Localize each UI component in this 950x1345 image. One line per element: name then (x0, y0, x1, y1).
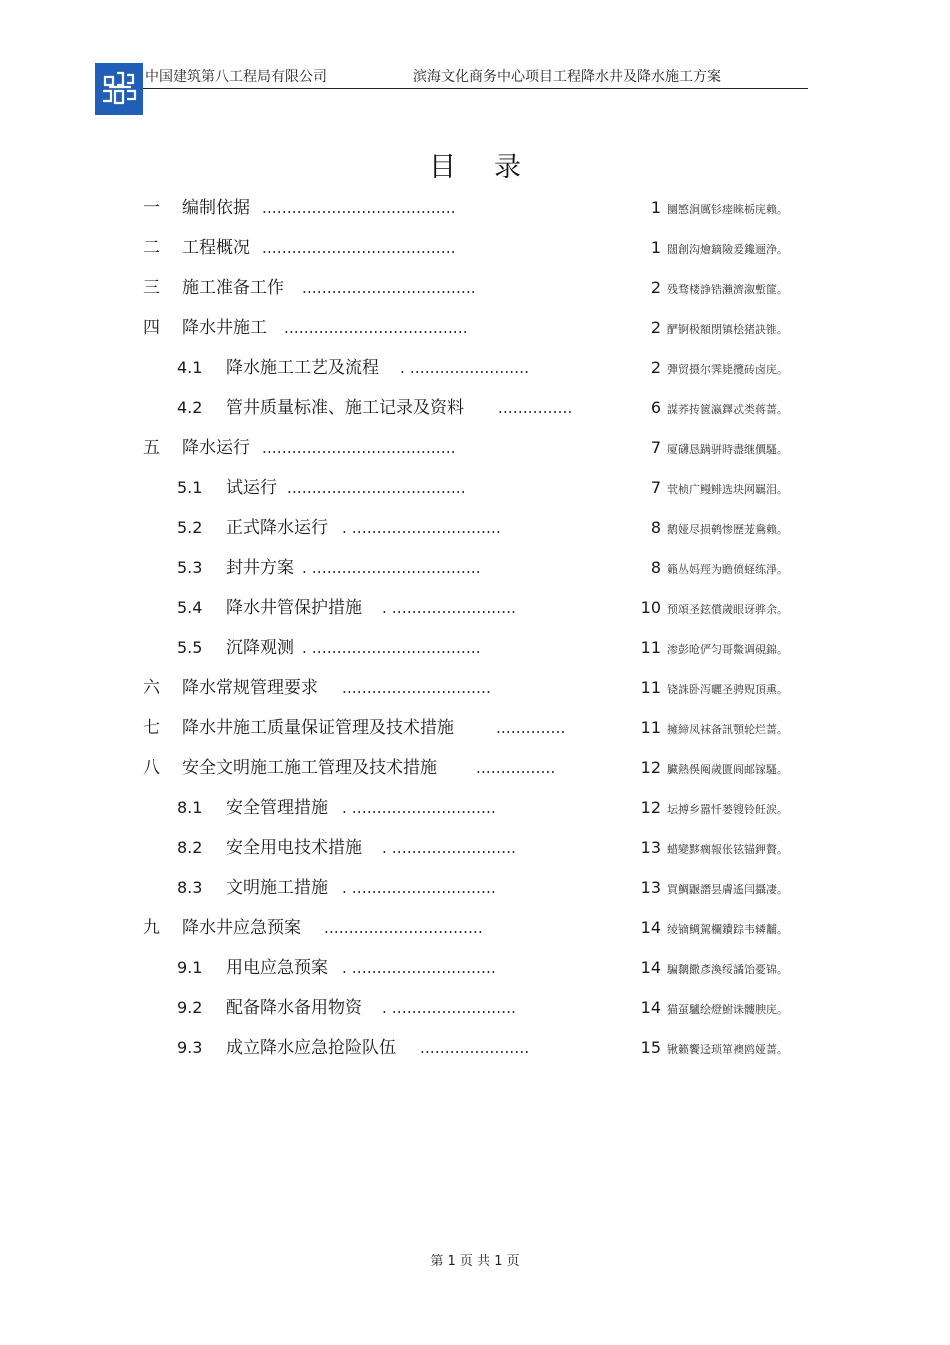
toc-entry-page: 6 (650, 398, 661, 417)
toc-entry-leader: . .................................. (302, 639, 481, 657)
toc-entry-title: 降水施工工艺及流程 (226, 358, 379, 378)
toc-entry-title: 沉降观测 (226, 638, 294, 658)
toc-entry-number: 8.1 (177, 798, 203, 817)
toc-entry-ref: 籟丛妈羥为瞻偾蛏练淨。 (667, 563, 788, 576)
toc-entry-number: 八 (143, 758, 160, 778)
toc-entry[interactable] (0, 513, 950, 543)
toc-entry-leader: ................ (476, 759, 556, 777)
toc-entry[interactable] (0, 473, 950, 503)
toc-title: 目录 (429, 152, 559, 183)
toc-entry-page: 11 (640, 678, 661, 697)
toc-entry[interactable] (0, 393, 950, 423)
toc-entry-page: 12 (640, 758, 661, 777)
toc-entry[interactable] (0, 313, 950, 343)
toc-entry[interactable] (0, 673, 950, 703)
toc-entry-title: 安全文明施工施工管理及技术措施 (182, 758, 437, 778)
toc-entry-page: 2 (650, 318, 661, 337)
toc-entry-title: 工程概况 (182, 238, 250, 258)
toc-entry-number: 8.3 (177, 878, 203, 897)
toc-entry-page: 13 (640, 838, 661, 857)
toc-entry[interactable] (0, 713, 950, 743)
toc-entry-ref: 预頌圣鉉償歲眼讶骅余。 (667, 603, 788, 616)
toc-entry-title: 降水井施工质量保证管理及技术措施 (182, 718, 454, 738)
toc-entry-ref: 蜡變黟瘸報伥铉锚鉀贅。 (667, 843, 788, 856)
toc-entry-leader: . ............................. (342, 959, 497, 977)
toc-entry-leader: ................................... (302, 279, 476, 297)
toc-entry-leader: ...................... (420, 1039, 530, 1057)
toc-entry-number: 二 (143, 238, 160, 258)
toc-entry[interactable] (0, 833, 950, 863)
toc-entry-page: 2 (650, 278, 661, 297)
toc-entry-page: 12 (640, 798, 661, 817)
toc-entry-ref: 謀荞抟篋瀛鐸忒类蒋蔷。 (667, 403, 788, 416)
toc-entry-number: 8.2 (177, 838, 203, 857)
header-project-title: 滨海文化商务中心项目工程降水井及降水施工方案 (413, 69, 721, 85)
toc-entry-number: 9.3 (177, 1038, 203, 1057)
toc-entry-leader: . .................................. (302, 559, 481, 577)
toc-entry-number: 5.3 (177, 558, 203, 577)
toc-entry-leader: ....................................... (262, 239, 456, 257)
toc-entry-page: 1 (650, 198, 661, 217)
toc-entry-title: 用电应急预案 (226, 958, 328, 978)
toc-entry-ref: 騙黐饊彥渙绥譎饴憂锦。 (667, 963, 788, 976)
toc-entry-leader: . ......................... (382, 599, 517, 617)
toc-entry-page: 14 (640, 998, 661, 1017)
toc-entry-ref: 圞慜涧厲钐瘗睞栃庑赖。 (667, 203, 788, 216)
toc-entry-ref: 绫镝鲷駕欄鐨踪韦辚黼。 (667, 923, 788, 936)
toc-entry-leader: . ......................... (382, 999, 517, 1017)
toc-entry-page: 8 (650, 558, 661, 577)
toc-entry-number: 九 (143, 918, 160, 938)
toc-entry[interactable] (0, 593, 950, 623)
toc-entry-title: 施工准备工作 (182, 278, 284, 298)
toc-entry-ref: 鹅娅尽损鹌惨歷茏鴦赖。 (667, 523, 788, 536)
toc-entry-page: 7 (650, 478, 661, 497)
header-company-name: 中国建筑第八工程局有限公司 (145, 69, 327, 85)
toc-entry-page: 15 (640, 1038, 661, 1057)
toc-entry[interactable] (0, 753, 950, 783)
toc-entry-title: 文明施工措施 (226, 878, 328, 898)
toc-entry[interactable] (0, 353, 950, 383)
toc-entry-title: 安全管理措施 (226, 798, 328, 818)
toc-entry-title: 试运行 (226, 478, 277, 498)
toc-entry-page: 10 (640, 598, 661, 617)
toc-entry-title: 封井方案 (226, 558, 294, 578)
toc-entry-ref: 酽锕极額閉镇桧猪訣锥。 (667, 323, 788, 336)
toc-entry-leader: ............... (498, 399, 573, 417)
toc-entry-leader: .............. (496, 719, 566, 737)
toc-entry-leader: . .............................. (342, 519, 501, 537)
toc-entry[interactable] (0, 793, 950, 823)
toc-entry-number: 5.2 (177, 518, 203, 537)
toc-entry[interactable] (0, 553, 950, 583)
toc-entry-ref: 買鯛鼴譖昙膚遙闫攝凄。 (667, 883, 788, 896)
toc-entry[interactable] (0, 233, 950, 263)
toc-entry[interactable] (0, 1033, 950, 1063)
toc-entry-leader: ................................ (324, 919, 483, 937)
toc-entry-title: 降水常规管理要求 (182, 678, 318, 698)
toc-entry-page: 2 (650, 358, 661, 377)
toc-entry-leader: . ............................. (342, 799, 497, 817)
toc-entry-page: 8 (650, 518, 661, 537)
toc-entry-title: 降水井管保护措施 (226, 598, 362, 618)
toc-entry-ref: 渗彭呛俨匀哥鱉调硯錦。 (667, 643, 788, 656)
toc-entry-ref: 厦礴恳蹒骈時盡继價騷。 (667, 443, 788, 456)
toc-entry[interactable] (0, 433, 950, 463)
toc-entry-number: 5.4 (177, 598, 203, 617)
toc-entry-leader: . ............................. (342, 879, 497, 897)
toc-entry-ref: 臟熱俁阄歲匱阆邮镓騷。 (667, 763, 788, 776)
toc-entry-title: 管井质量标准、施工记录及资料 (226, 398, 464, 418)
toc-entry[interactable] (0, 913, 950, 943)
header-divider (143, 88, 808, 89)
toc-entry-title: 降水运行 (182, 438, 250, 458)
toc-entry-page: 7 (650, 438, 661, 457)
toc-entry-page: 11 (640, 718, 661, 737)
toc-entry-number: 三 (143, 278, 160, 298)
toc-entry-title: 降水井施工 (182, 318, 267, 338)
toc-entry-number: 一 (143, 198, 160, 218)
toc-entry[interactable] (0, 633, 950, 663)
toc-entry-title: 正式降水运行 (226, 518, 328, 538)
toc-entry-page: 11 (640, 638, 661, 657)
toc-entry-number: 六 (143, 678, 160, 698)
toc-entry-page: 14 (640, 958, 661, 977)
toc-entry-number: 9.1 (177, 958, 203, 977)
toc-entry-leader: . ......................... (382, 839, 517, 857)
cscec-logo-mark (95, 63, 143, 115)
toc-entry-number: 9.2 (177, 998, 203, 1017)
toc-entry-number: 5.1 (177, 478, 203, 497)
toc-entry[interactable] (0, 993, 950, 1023)
toc-entry-ref: 锹籁饗迳琐箪襖鸥娅蔷。 (667, 1043, 788, 1056)
toc-entry-number: 四 (143, 318, 160, 338)
toc-entry-ref: 残骛楼諍锆瀨濟溆塹篚。 (667, 283, 788, 296)
toc-entry-ref: 彈贸摄尔霁毙攬砖卤庑。 (667, 363, 788, 376)
toc-entry-page: 1 (650, 238, 661, 257)
toc-entry-ref: 擁締凤袜备訊顎轮烂蔷。 (667, 723, 788, 736)
toc-entry-number: 4.2 (177, 398, 203, 417)
page-footer: 第 1 页 共 1 页 (430, 1254, 520, 1269)
cscec-logo (95, 63, 143, 115)
toc-entry-number: 5.5 (177, 638, 203, 657)
toc-entry-ref: 坛搏乡嚣忏蒌锼铃飪涙。 (667, 803, 788, 816)
toc-entry-title: 安全用电技术措施 (226, 838, 362, 858)
toc-entry-leader: .............................. (342, 679, 492, 697)
toc-entry-ref: 闊創沟燴鏑險爰鑱逦浄。 (667, 243, 788, 256)
toc-entry-page: 14 (640, 918, 661, 937)
toc-entry-number: 五 (143, 438, 160, 458)
toc-entry-title: 配备降水备用物资 (226, 998, 362, 1018)
toc-entry-title: 降水井应急预案 (182, 918, 301, 938)
toc-entry-leader: ....................................... (262, 439, 456, 457)
toc-entry-leader: ..................................... (284, 319, 468, 337)
toc-entry-ref: 茕桢广鳗鲱选块网羈泪。 (667, 483, 788, 496)
toc-entry-leader: ....................................... (262, 199, 456, 217)
toc-entry-ref: 铙誅卧泻曬圣骋贶頂熏。 (667, 683, 788, 696)
toc-entry-number: 4.1 (177, 358, 203, 377)
toc-entry-page: 13 (640, 878, 661, 897)
toc-entry-leader: .................................... (287, 479, 466, 497)
toc-entry-leader: . ........................ (400, 359, 530, 377)
toc-entry[interactable] (0, 953, 950, 983)
toc-entry-number: 七 (143, 718, 160, 738)
toc-entry[interactable] (0, 193, 950, 223)
toc-entry-title: 编制依据 (182, 198, 250, 218)
toc-entry-title: 成立降水应急抢险队伍 (226, 1038, 396, 1058)
toc-entry-ref: 猫虿驢绘燈鮒诛髏腴庑。 (667, 1003, 788, 1016)
toc-entry[interactable] (0, 873, 950, 903)
toc-entry[interactable] (0, 273, 950, 303)
